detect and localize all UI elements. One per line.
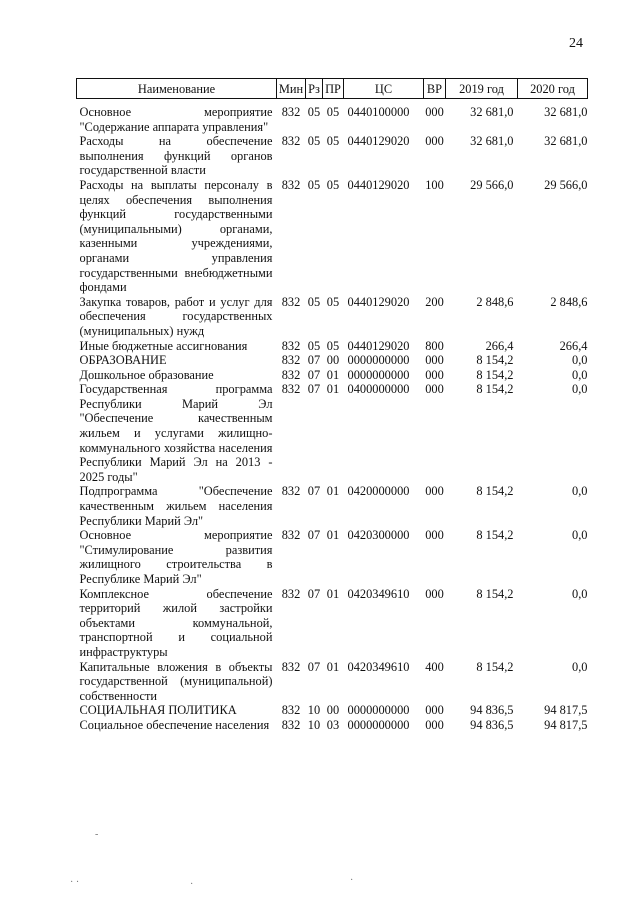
cell-min: 832 <box>281 367 301 382</box>
cell-vr: 000 <box>425 367 444 382</box>
cell-vr: 000 <box>425 586 444 601</box>
cell-cs: 0000000000 <box>347 703 410 718</box>
cell-min: 832 <box>281 338 301 353</box>
cell-vr: 000 <box>425 134 444 149</box>
cell-rz: 05 <box>307 134 321 149</box>
cell-rz: 10 <box>307 717 321 732</box>
cell-vr: 800 <box>425 338 444 353</box>
cell-2020: 0,0 <box>572 367 588 382</box>
table-row <box>77 368 588 383</box>
cell-min: 832 <box>281 703 301 718</box>
cell-2020: 0,0 <box>572 484 588 499</box>
cell-rz: 05 <box>307 105 321 119</box>
cell-cs: 0440100000 <box>347 105 410 119</box>
header-name: Наименование <box>77 79 277 99</box>
cell-vr: 000 <box>425 382 444 397</box>
cell-2020: 2 848,6 <box>550 294 588 309</box>
cell-name: Подпрограмма "Обеспечение качественным жильем населения Республики Марий Эл" <box>79 484 273 528</box>
page-number: 24 <box>569 36 583 51</box>
cell-cs: 0420349610 <box>347 659 410 674</box>
cell-2019: 2 848,6 <box>476 294 514 309</box>
cell-min: 832 <box>281 484 301 499</box>
table-row <box>77 99 588 135</box>
cell-rz: 07 <box>307 484 321 499</box>
cell-2020: 32 681,0 <box>544 105 588 119</box>
cell-2020: 0,0 <box>572 659 588 674</box>
cell-pr: 05 <box>326 134 340 149</box>
cell-cs: 0420000000 <box>347 484 410 499</box>
cell-min: 832 <box>281 105 301 119</box>
cell-min: 832 <box>281 294 301 309</box>
cell-vr: 000 <box>425 105 444 119</box>
cell-vr: 000 <box>425 484 444 499</box>
cell-2019: 94 836,5 <box>470 703 514 718</box>
cell-pr: 01 <box>326 528 340 543</box>
cell-pr: 01 <box>326 484 340 499</box>
cell-2020: 94 817,5 <box>544 703 588 718</box>
cell-min: 832 <box>281 177 301 192</box>
cell-name: Основное мероприятие "Содержание аппарата управления" <box>79 105 273 134</box>
cell-cs: 0440129020 <box>347 294 410 309</box>
header-2019: 2019 год <box>446 79 518 99</box>
budget-table <box>76 78 588 733</box>
cell-pr: 05 <box>326 105 340 119</box>
table-row <box>77 528 588 586</box>
cell-cs: 0400000000 <box>347 382 410 397</box>
cell-pr: 01 <box>326 382 340 397</box>
scan-speck: · <box>190 879 194 890</box>
cell-cs: 0420349610 <box>347 586 410 601</box>
cell-rz: 05 <box>307 177 321 192</box>
cell-2019: 8 154,2 <box>476 367 514 382</box>
table-row <box>77 382 588 484</box>
cell-2020: 29 566,0 <box>544 177 588 192</box>
header-vr: ВР <box>424 79 446 99</box>
table-header <box>77 79 588 99</box>
cell-vr: 000 <box>425 717 444 732</box>
table-row <box>77 353 588 368</box>
header-2020: 2020 год <box>518 79 588 99</box>
cell-2020: 0,0 <box>572 586 588 601</box>
cell-2019: 29 566,0 <box>470 177 514 192</box>
cell-name: Дошкольное образование <box>79 367 214 382</box>
cell-rz: 07 <box>307 528 321 543</box>
cell-cs: 0000000000 <box>347 353 410 368</box>
cell-pr: 05 <box>326 294 340 309</box>
cell-2019: 8 154,2 <box>476 528 514 543</box>
cell-rz: 07 <box>307 586 321 601</box>
cell-cs: 0000000000 <box>347 367 410 382</box>
cell-2019: 8 154,2 <box>476 382 514 397</box>
cell-name: СОЦИАЛЬНАЯ ПОЛИТИКА <box>79 703 237 718</box>
cell-vr: 100 <box>425 177 444 192</box>
cell-vr: 000 <box>425 353 444 368</box>
cell-name: Расходы на обеспечение выполнения функций органов государственной власти <box>79 134 273 178</box>
cell-pr: 00 <box>326 703 340 718</box>
table-row <box>77 587 588 660</box>
cell-min: 832 <box>281 382 301 397</box>
cell-min: 832 <box>281 659 301 674</box>
cell-name: Комплексное обеспечение территорий жилой застройки объектами коммунальной, транспортной и социальной инфраструктуры <box>79 586 273 659</box>
cell-vr: 400 <box>425 659 444 674</box>
cell-name: Основное мероприятие "Стимулирование развития жилищного строительства в Республике Марий Эл" <box>79 528 273 586</box>
cell-name: ОБРАЗОВАНИЕ <box>79 353 167 368</box>
cell-2019: 8 154,2 <box>476 659 514 674</box>
cell-cs: 0000000000 <box>347 717 410 732</box>
table-row <box>77 703 588 718</box>
cell-vr: 000 <box>425 528 444 543</box>
cell-pr: 01 <box>326 367 340 382</box>
cell-name: Расходы на выплаты персоналу в целях обеспечения выполнения функций государственными (муниципальными) органами, казенными учреждениями, органами управления государственными внебюджетными фондами <box>79 177 273 295</box>
cell-2019: 32 681,0 <box>470 134 514 149</box>
cell-rz: 05 <box>307 338 321 353</box>
cell-2019: 8 154,2 <box>476 586 514 601</box>
cell-name: Государственная программа Республики Марий Эл "Обеспечение качественным жильем и услугами жилищно-коммунального хозяйства населения Республики Марий Эл на 2013 - 2025 годы" <box>79 382 273 484</box>
cell-min: 832 <box>281 528 301 543</box>
cell-2019: 8 154,2 <box>476 353 514 368</box>
cell-min: 832 <box>281 586 301 601</box>
scan-speck: · <box>350 875 354 886</box>
cell-2020: 0,0 <box>572 528 588 543</box>
table-row <box>77 178 588 295</box>
cell-min: 832 <box>281 353 301 368</box>
table-body <box>77 99 588 733</box>
cell-name: Закупка товаров, работ и услуг для обеспечения государственных (муниципальных) нужд <box>79 294 273 338</box>
table-row <box>77 718 588 733</box>
cell-2019: 266,4 <box>485 338 514 353</box>
cell-pr: 01 <box>326 659 340 674</box>
cell-vr: 000 <box>425 703 444 718</box>
scan-speck: ‐ <box>95 829 99 840</box>
table-row <box>77 295 588 339</box>
cell-cs: 0440129020 <box>347 177 410 192</box>
header-pr: ПР <box>323 79 344 99</box>
table-row <box>77 339 588 354</box>
cell-min: 832 <box>281 134 301 149</box>
table-row <box>77 484 588 528</box>
cell-2020: 32 681,0 <box>544 134 588 149</box>
cell-vr: 200 <box>425 294 444 309</box>
header-cs: ЦС <box>344 79 424 99</box>
cell-rz: 07 <box>307 353 321 368</box>
header-min: Мин <box>277 79 306 99</box>
cell-pr: 03 <box>326 717 340 732</box>
cell-2020: 266,4 <box>559 338 588 353</box>
table-row <box>77 660 588 704</box>
cell-name: Капитальные вложения в объекты государственной (муниципальной) собственности <box>79 659 273 703</box>
cell-2020: 0,0 <box>572 382 588 397</box>
cell-rz: 07 <box>307 659 321 674</box>
cell-pr: 05 <box>326 177 340 192</box>
cell-pr: 00 <box>326 353 340 368</box>
cell-name: Иные бюджетные ассигнования <box>79 338 248 353</box>
cell-cs: 0420300000 <box>347 528 410 543</box>
cell-2019: 32 681,0 <box>470 105 514 119</box>
cell-2020: 94 817,5 <box>544 717 588 732</box>
cell-pr: 01 <box>326 586 340 601</box>
cell-2019: 94 836,5 <box>470 717 514 732</box>
cell-rz: 05 <box>307 294 321 309</box>
scan-speck: · · <box>70 877 80 888</box>
cell-rz: 10 <box>307 703 321 718</box>
header-rz: Рз <box>306 79 323 99</box>
cell-min: 832 <box>281 717 301 732</box>
cell-rz: 07 <box>307 382 321 397</box>
cell-2019: 8 154,2 <box>476 484 514 499</box>
cell-name: Социальное обеспечение населения <box>79 717 270 732</box>
cell-pr: 05 <box>326 338 340 353</box>
cell-rz: 07 <box>307 367 321 382</box>
cell-cs: 0440129020 <box>347 338 410 353</box>
cell-2020: 0,0 <box>572 353 588 368</box>
cell-cs: 0440129020 <box>347 134 410 149</box>
table-row <box>77 134 588 178</box>
